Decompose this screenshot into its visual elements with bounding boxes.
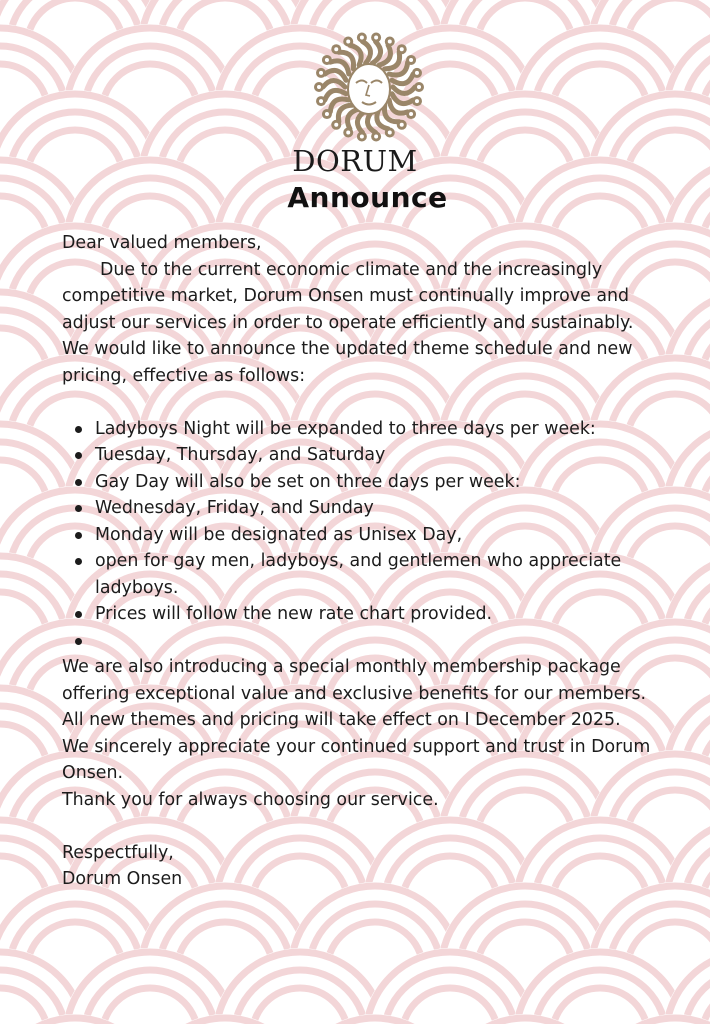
effective-date-paragraph: All new themes and pricing will take effect on I December 2025. (62, 710, 621, 730)
membership-paragraph: We are also introducing a special monthly membership package offering exceptional value and exclusive benefits for our members. (62, 657, 647, 704)
announce-paragraph: We would like to announce the updated theme schedule and new pricing, effective as follows: (62, 339, 633, 386)
intro-paragraph: Due to the current economic climate and the increasingly competitive market, Dorum Onsen must continually improve and adjust our services in order to operate efficiently and sustainably. (62, 259, 634, 333)
list-item: Gay Day will also be set on three days per week: (62, 469, 652, 496)
appreciation-paragraph: We sincerely appreciate your continued support and trust in Dorum Onsen. (62, 736, 651, 783)
list-item (62, 628, 652, 655)
closing-line: Respectfully, (62, 842, 174, 863)
greeting: Dear valued members, (62, 233, 262, 253)
list-item: Prices will follow the new rate chart provided. (62, 601, 652, 628)
thanks-paragraph: Thank you for always choosing our service. (62, 789, 439, 810)
paragraph-spacer (62, 389, 652, 416)
letter-body (62, 230, 652, 893)
page-title: Announce (287, 181, 448, 214)
paragraph-spacer (62, 813, 652, 840)
schedule-list (62, 416, 652, 655)
list-item: open for gay men, ladyboys, and gentlemen who appreciate ladyboys. (62, 548, 652, 601)
list-item: Ladyboys Night will be expanded to three days per week: (62, 416, 652, 443)
signature: Dorum Onsen (62, 869, 183, 889)
list-item: Monday will be designated as Unisex Day, (62, 522, 652, 549)
dorum-logo-icon (310, 28, 428, 146)
list-item: Tuesday, Thursday, and Saturday (62, 442, 652, 469)
list-item: Wednesday, Friday, and Sunday (62, 495, 652, 522)
brand-wordmark: DORUM (292, 144, 418, 178)
